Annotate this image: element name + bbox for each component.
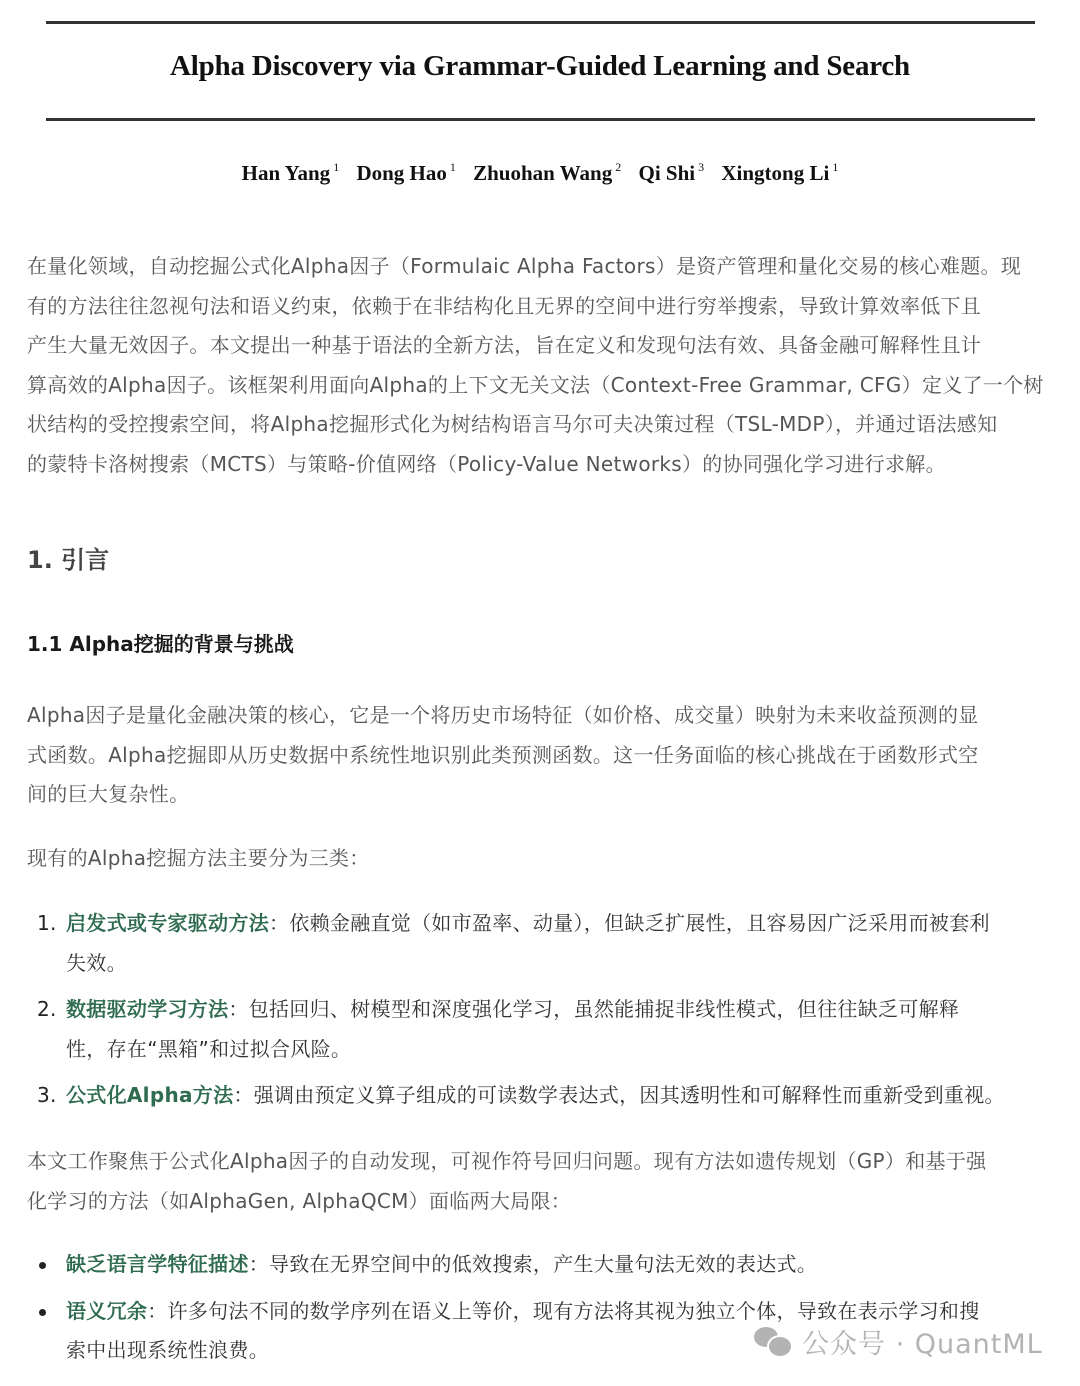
list-item: 3. 公式化Alpha方法：强调由预定义算子组成的可读数学表达式，因其透明性和可解释性而重新受到重视。 [27, 1076, 1067, 1116]
method-keyword: 数据驱动学习方法 [66, 997, 229, 1021]
affiliation-mark: 1 [449, 160, 456, 174]
author-list [0, 160, 1080, 186]
method-keyword: 公式化Alpha方法 [66, 1083, 234, 1107]
methods-intro: 现有的Alpha挖掘方法主要分为三类： [27, 846, 370, 870]
list-item: 1. 启发式或专家驱动方法：依赖金融直觉（如市盈率、动量），但缺乏扩展性，且容易因广泛采用而被套利 失效。 [27, 904, 1067, 983]
list-number: 1. [37, 911, 57, 935]
subsection-heading: 1.1 Alpha挖掘的背景与挑战 [27, 632, 294, 656]
watermark-text: 公众号 · QuantML [802, 1329, 1043, 1360]
author: Zhuohan Wang $^2$ [473, 160, 622, 185]
bullet-icon [39, 1262, 46, 1269]
bullet-icon [39, 1309, 46, 1316]
wechat-icon [754, 1325, 794, 1359]
limitation-keyword: 缺乏语言学特征描述 [66, 1252, 249, 1276]
author: Xingtong Li $^1$ [721, 160, 839, 185]
list-item: 2. 数据驱动学习方法：包括回归、树模型和深度强化学习，虽然能捕捉非线性模式，但往往缺乏可解释 性，存在“黑箱”和过拟合风险。 [27, 990, 1067, 1069]
list-number: 2. [37, 997, 57, 1021]
watermark [754, 1322, 1043, 1361]
author: Han Yang $^1$ [241, 160, 340, 185]
section-heading: 1. 引言 [27, 546, 110, 574]
list-number: 3. [37, 1083, 57, 1107]
title-bottom-rule [46, 118, 1035, 121]
method-keyword: 启发式或专家驱动方法 [66, 911, 269, 935]
list-item: 语义冗余：许多句法不同的数学序列在语义上等价，现有方法将其视为独立个体，导致在表示学习和搜 索中出现系统性浪费。 [27, 1292, 1067, 1371]
limitation-keyword: 语义冗余 [66, 1298, 148, 1323]
title-top-rule [46, 21, 1035, 24]
methods-list [27, 904, 1067, 1116]
author: Dong Hao $^1$ [356, 160, 456, 185]
background-paragraph: Alpha因子是量化金融决策的核心，它是一个将历史市场特征（如价格、成交量）映射为未来收益预测的显 式函数。Alpha挖掘即从历史数据中系统性地识别此类预测函数。这一任务面临的核心挑战在于函数形式空 间的巨大复杂性。 [27, 703, 979, 806]
affiliation-mark: 3 [698, 160, 705, 174]
abstract-paragraph: 在量化领域，自动挖掘公式化Alpha因子（Formulaic Alpha Factors）是资产管理和量化交易的核心难题。现 有的方法往往忽视句法和语义约束，依赖于在非结构化且无界的空间中进行穷举搜索，导致计算效率低下且 产生大量无效因子。本文提出一种基于语法的全新方法，旨在定义和发现句法有效、具备金融可解释性且计 算高效的Alpha因子。该框架利用面向Alpha的上下文无关文法（Context-Free Grammar, CFG）定义了一个树 状结构的受控搜索空间，将Alpha挖掘形式化为树结构语言马尔可夫决策过程（TSL-MDP），并通过语法感知 的蒙特卡洛树搜索（MCTS）与策略-价值网络（Policy-Value Networks）的协同强化学习进行求解。 [27, 254, 1044, 476]
focus-paragraph: 本文工作聚焦于公式化Alpha因子的自动发现，可视作符号回归问题。现有方法如遗传规划（GP）和基于强 化学习的方法（如AlphaGen, AlphaQCM）面临两大局限： [27, 1149, 987, 1213]
affiliation-mark: 2 [615, 160, 622, 174]
author: Qi Shi $^3$ [638, 160, 705, 185]
paper-title: Alpha Discovery via Grammar-Guided Learning and Search [170, 50, 910, 82]
affiliation-mark: 1 [333, 160, 340, 174]
list-item: 缺乏语言学特征描述：导致在无界空间中的低效搜索，产生大量句法无效的表达式。 [27, 1245, 1067, 1285]
affiliation-mark: 1 [832, 160, 839, 174]
